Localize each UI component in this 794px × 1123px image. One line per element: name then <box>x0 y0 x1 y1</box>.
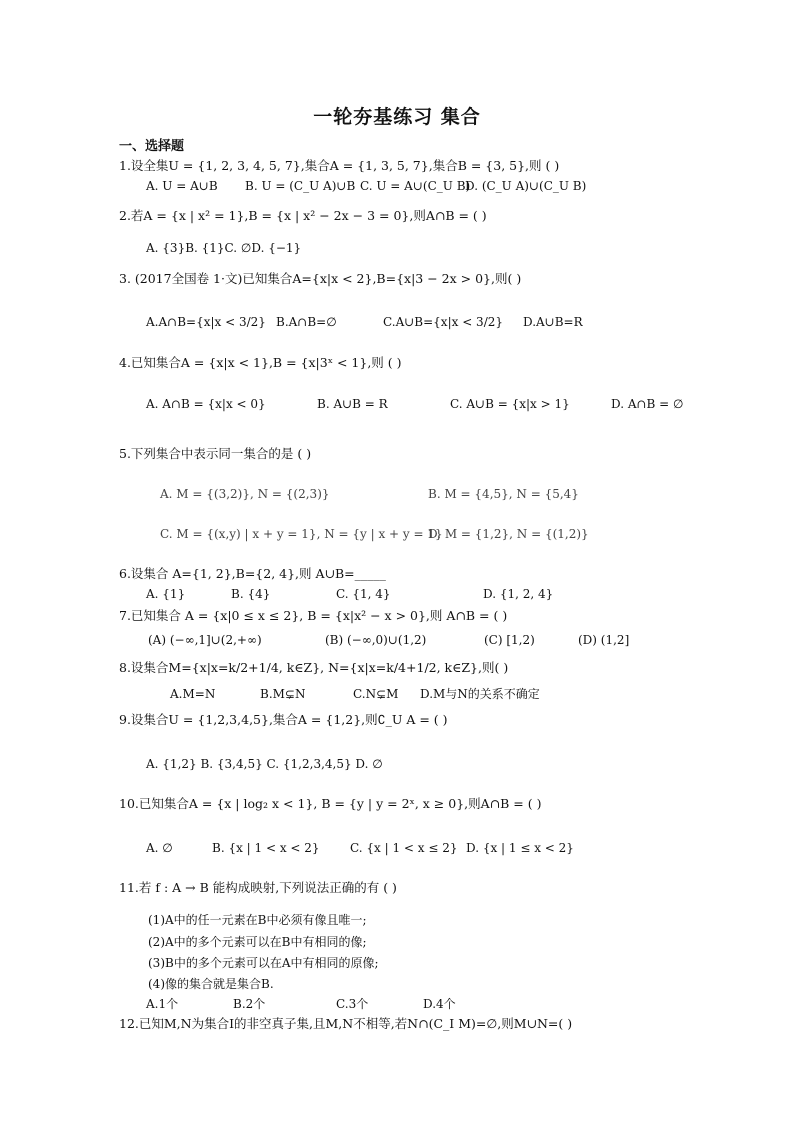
q10-option-a: A. ∅ <box>146 841 173 855</box>
q7-option-b: (B) (−∞,0)∪(1,2) <box>325 633 427 647</box>
q5-option-b: B. M = {4,5}, N = {5,4} <box>428 487 579 501</box>
q8-option-c: C.N⊊M <box>353 687 399 701</box>
q11-statement-2: (2)A中的多个元素可以在B中有相同的像; <box>148 935 367 949</box>
q4-stem: 4.已知集合A = {x|x < 1},B = {x|3ˣ < 1},则 ( ) <box>119 355 402 370</box>
q11-option-a: A.1个 <box>146 997 179 1011</box>
q8-option-d: D.M与N的关系不确定 <box>420 687 540 701</box>
q11-option-c: C.3个 <box>336 997 369 1011</box>
q1-option-a: A. U = A∪B <box>146 179 218 193</box>
q10-option-c: C. {x | 1 < x ≤ 2} <box>350 841 458 855</box>
q3-option-d: D.A∪B=R <box>523 315 583 329</box>
q4-option-c: C. A∪B = {x|x > 1} <box>450 397 570 411</box>
q8-stem: 8.设集合M={x|x=k/2+1/4, k∈Z}, N={x|x=k/4+1/2, k∈Z},则( ) <box>119 660 509 675</box>
q5-option-d: D. M = {1,2}, N = {(1,2)} <box>428 527 589 541</box>
q9-stem: 9.设集合U = {1,2,3,4,5},集合A = {1,2},则∁_U A = ( ) <box>119 712 448 727</box>
q7-option-d: (D) (1,2] <box>578 633 630 647</box>
q1-stem: 1.设全集U = {1, 2, 3, 4, 5, 7},集合A = {1, 3, 5, 7},集合B = {3, 5},则 ( ) <box>119 158 560 173</box>
q8-option-b: B.M⊊N <box>260 687 306 701</box>
q6-option-a: A. {1} <box>146 587 186 601</box>
q4-option-a: A. A∩B = {x|x < 0} <box>146 397 266 411</box>
q1-option-c: C. U = A∪(C_U B) <box>360 179 471 193</box>
q6-option-b: B. {4} <box>231 587 271 601</box>
q10-option-d: D. {x | 1 ≤ x < 2} <box>466 841 574 855</box>
q11-statement-3: (3)B中的多个元素可以在A中有相同的原像; <box>148 956 379 970</box>
q6-option-c: C. {1, 4} <box>336 587 391 601</box>
q11-option-d: D.4个 <box>423 997 456 1011</box>
q4-option-b: B. A∪B = R <box>317 397 388 411</box>
q7-stem: 7.已知集合 A = {x|0 ≤ x ≤ 2}, B = {x|x² − x > 0},则 A∩B = ( ) <box>119 608 508 623</box>
q3-option-a: A.A∩B={x|x < 3/2} <box>146 315 266 329</box>
q8-option-a: A.M=N <box>170 687 216 701</box>
q2-stem: 2.若A = {x | x² = 1},B = {x | x² − 2x − 3 = 0},则A∩B = ( ) <box>119 208 487 223</box>
q7-option-c: (C) [1,2) <box>484 633 535 647</box>
q5-option-c: C. M = {(x,y) | x + y = 1}, N = {y | x + y = 1} <box>160 527 443 541</box>
q3-option-c: C.A∪B={x|x < 3/2} <box>383 315 504 329</box>
q9-options: A. {1,2} B. {3,4,5} C. {1,2,3,4,5} D. ∅ <box>146 757 383 771</box>
q3-option-b: B.A∩B=∅ <box>276 315 337 329</box>
q12-stem: 12.已知M,N为集合I的非空真子集,且M,N不相等,若N∩(C_I M)=∅,则M∪N=( ) <box>119 1016 573 1031</box>
q4-option-d: D. A∩B = ∅ <box>611 397 684 411</box>
q1-option-d: D. (C_U A)∪(C_U B) <box>465 179 587 193</box>
q1-option-b: B. U = (C_U A)∪B <box>245 179 356 193</box>
q11-statement-1: (1)A中的任一元素在B中必须有像且唯一; <box>148 913 367 927</box>
q7-option-a: (A) (−∞,1]∪(2,+∞) <box>148 633 262 647</box>
q11-stem: 11.若 f : A → B 能构成映射,下列说法正确的有 ( ) <box>119 880 397 895</box>
q10-option-b: B. {x | 1 < x < 2} <box>212 841 320 855</box>
q10-stem: 10.已知集合A = {x | log₂ x < 1}, B = {y | y = 2ˣ, x ≥ 0},则A∩B = ( ) <box>119 796 542 811</box>
q5-option-a: A. M = {(3,2)}, N = {(2,3)} <box>160 487 330 501</box>
q2-options: A. {3}B. {1}C. ∅D. {−1} <box>146 241 302 255</box>
q5-stem: 5.下列集合中表示同一集合的是 ( ) <box>119 446 312 461</box>
q6-option-d: D. {1, 2, 4} <box>483 587 554 601</box>
q11-option-b: B.2个 <box>233 997 266 1011</box>
section-heading: 一、选择题 <box>119 139 185 154</box>
page-title: 一轮夯基练习 集合 <box>313 106 481 128</box>
q11-statement-4: (4)像的集合就是集合B. <box>148 977 274 991</box>
q6-stem: 6.设集合 A={1, 2},B={2, 4},则 A∪B=_____ <box>119 566 386 581</box>
q3-stem: 3. (2017全国卷 1·文)已知集合A={x|x < 2},B={x|3 − 2x > 0},则( ) <box>119 271 522 286</box>
